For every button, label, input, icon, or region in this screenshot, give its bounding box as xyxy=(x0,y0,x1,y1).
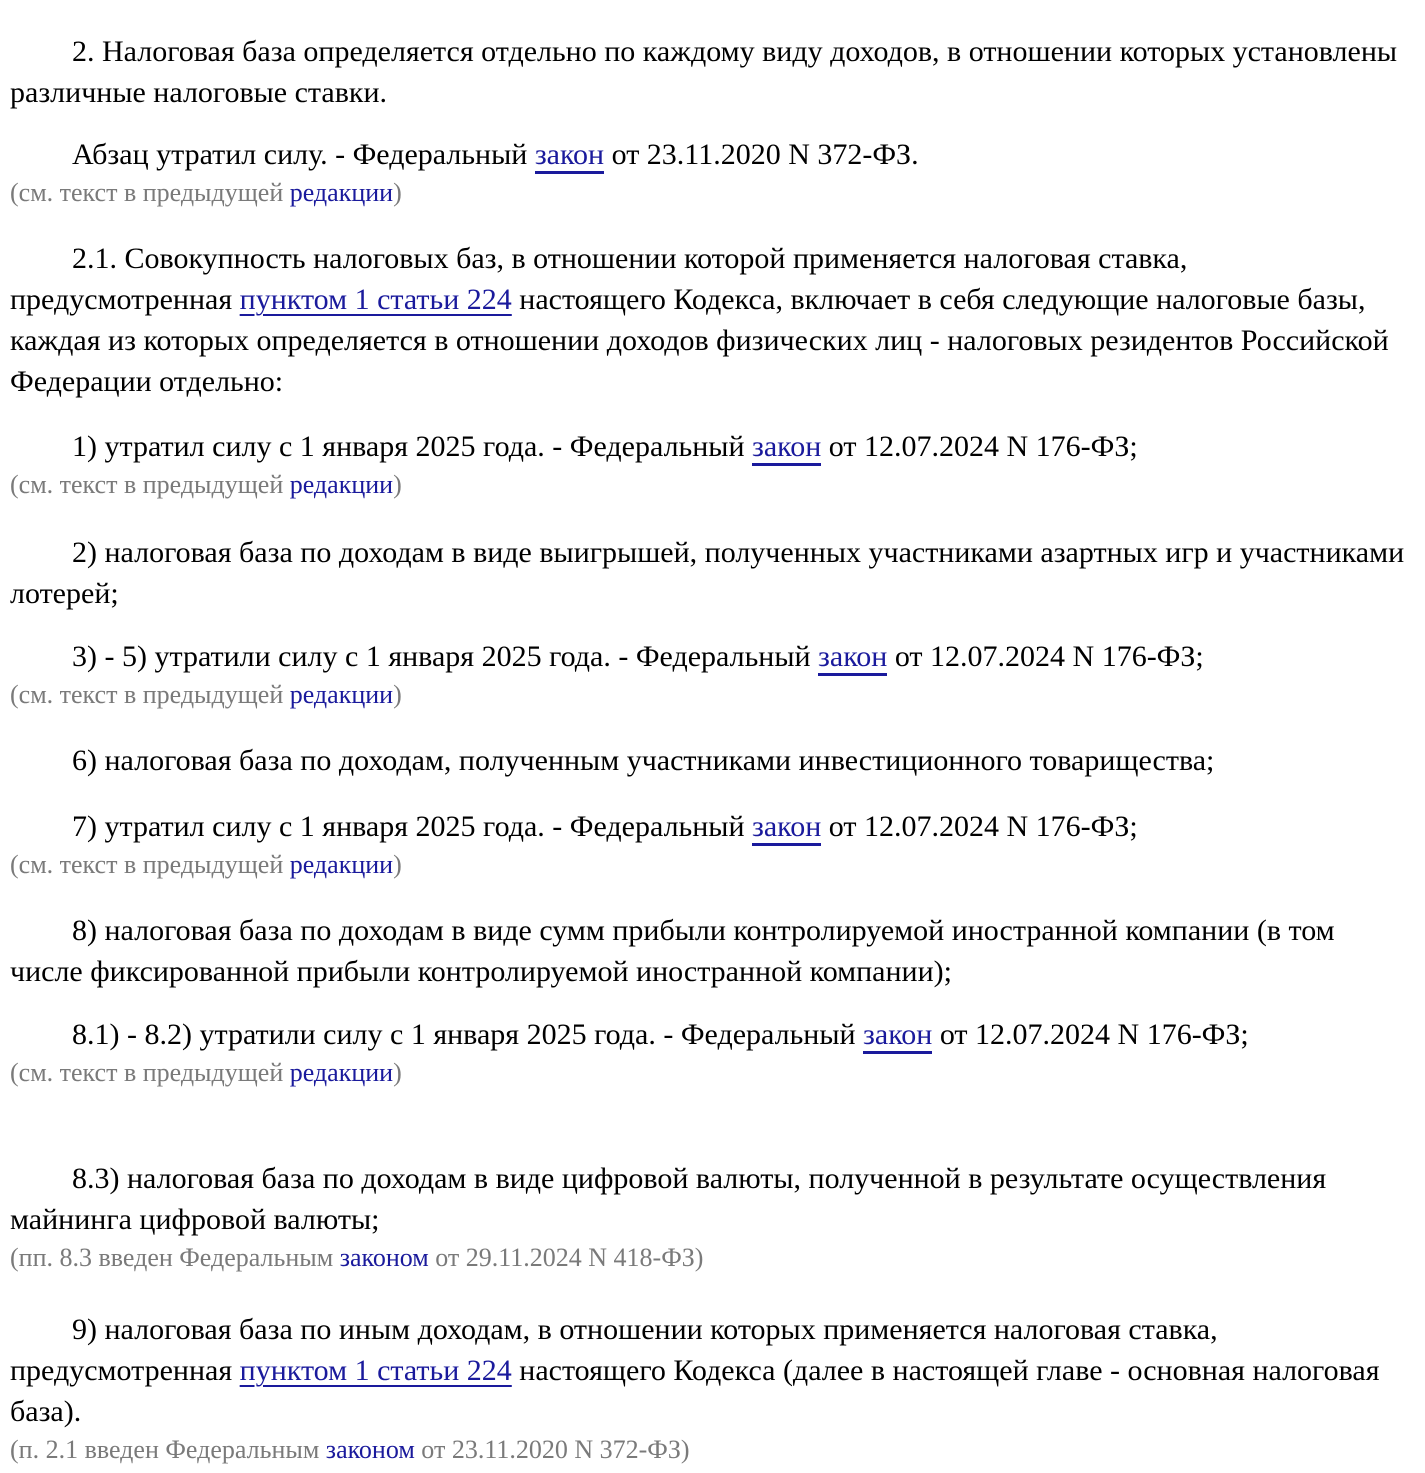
list-item-2 xyxy=(10,532,1405,614)
article-224-link[interactable]: пунктом 1 статьи 224 xyxy=(239,283,512,316)
paragraph-2-1-text-before: 2.1. Совокупность налоговых баз, в отношении которой применяется налоговая ставка, предусмотренная xyxy=(10,242,1188,316)
amendment-note-2-1: (п. 2.1 введен Федеральным законом от 23.11.2020 N 372-ФЗ) xyxy=(10,1435,690,1464)
abzac-text-before: Абзац утратил силу. - Федеральный xyxy=(72,138,535,171)
previous-edition-link[interactable]: редакции xyxy=(289,850,394,879)
list-item-8-1-8-2: 8.1) - 8.2) утратили силу с 1 января 2025 года. - Федеральный закон от 12.07.2024 N 176-ФЗ; (см. текст в предыдущей редакции) xyxy=(10,1014,1405,1091)
law-link-176[interactable]: закон xyxy=(818,640,887,676)
article-224-link[interactable]: пунктом 1 статьи 224 xyxy=(239,1354,512,1387)
law-link-372[interactable]: закон xyxy=(535,138,604,174)
previous-edition-note: (см. текст в предыдущей редакции) xyxy=(10,1058,402,1087)
list-item-6 xyxy=(10,740,1405,781)
previous-edition-link[interactable]: редакции xyxy=(289,178,394,207)
abzac-text-after: от 23.11.2020 N 372-ФЗ. xyxy=(604,138,919,171)
list-item-3-5: 3) - 5) утратили силу с 1 января 2025 года. - Федеральный закон от 12.07.2024 N 176-ФЗ; (см. текст в предыдущей редакции) xyxy=(10,636,1405,713)
paragraph-2-text: 2. Налоговая база определяется отдельно по каждому виду доходов, в отношении которых установлены различные налоговые ставки. xyxy=(10,35,1398,109)
previous-edition-note: (см. текст в предыдущей редакции) xyxy=(10,680,402,709)
law-link-176[interactable]: закон xyxy=(863,1018,932,1054)
list-item-8-3 xyxy=(10,1158,1405,1276)
law-link-372-note[interactable]: законом xyxy=(325,1435,415,1464)
list-item-9: 9) налоговая база по иным доходам, в отношении которых применяется налоговая ставка, предусмотренная пунктом 1 статьи 224 настоящего Кодекса (далее в настоящей главе - основная налоговая база). (п. 2.1 введен Федеральным законом от 23.11.2020 N 372-ФЗ) xyxy=(10,1309,1405,1468)
previous-edition-link[interactable]: редакции xyxy=(289,470,394,499)
paragraph-2-1-text-after: настоящего Кодекса, включает в себя следующие налоговые базы, каждая из которых определяется в отношении доходов физических лиц - налоговых резидентов Российской Федерации отдельно: xyxy=(10,283,1389,398)
list-item-2-text: 2) налоговая база по доходам в виде выигрышей, полученных участниками азартных игр и участниками лотерей; xyxy=(10,536,1405,610)
list-item-6-text: 6) налоговая база по доходам, полученным участниками инвестиционного товарищества; xyxy=(72,744,1215,777)
list-item-8-text: 8) налоговая база по доходам в виде сумм прибыли контролируемой иностранной компании (в том числе фиксированной прибыли контролируемой иностранной компании); xyxy=(10,914,1335,988)
previous-edition-note: (см. текст в предыдущей редакции) xyxy=(10,470,402,499)
list-item-8 xyxy=(10,910,1405,992)
previous-edition-note: (см. текст в предыдущей редакции) xyxy=(10,850,402,879)
amendment-note-8-3: (пп. 8.3 введен Федеральным законом от 29.11.2024 N 418-ФЗ) xyxy=(10,1243,704,1272)
list-item-7: 7) утратил силу с 1 января 2025 года. - Федеральный закон от 12.07.2024 N 176-ФЗ; (см. текст в предыдущей редакции) xyxy=(10,806,1405,883)
paragraph-2-1 xyxy=(10,238,1405,402)
previous-edition-link[interactable]: редакции xyxy=(289,680,394,709)
previous-edition-note: (см. текст в предыдущей редакции) xyxy=(10,178,402,207)
list-item-1: 1) утратил силу с 1 января 2025 года. - Федеральный закон от 12.07.2024 N 176-ФЗ; (см. текст в предыдущей редакции) xyxy=(10,426,1405,503)
law-link-418[interactable]: законом xyxy=(339,1243,429,1272)
law-link-176[interactable]: закон xyxy=(752,430,821,466)
paragraph-abzac xyxy=(10,134,1405,211)
paragraph-2 xyxy=(10,31,1405,113)
previous-edition-link[interactable]: редакции xyxy=(289,1058,394,1087)
law-link-176[interactable]: закон xyxy=(752,810,821,846)
list-item-8-3-text: 8.3) налоговая база по доходам в виде цифровой валюты, полученной в результате осуществления майнинга цифровой валюты; xyxy=(10,1162,1327,1236)
